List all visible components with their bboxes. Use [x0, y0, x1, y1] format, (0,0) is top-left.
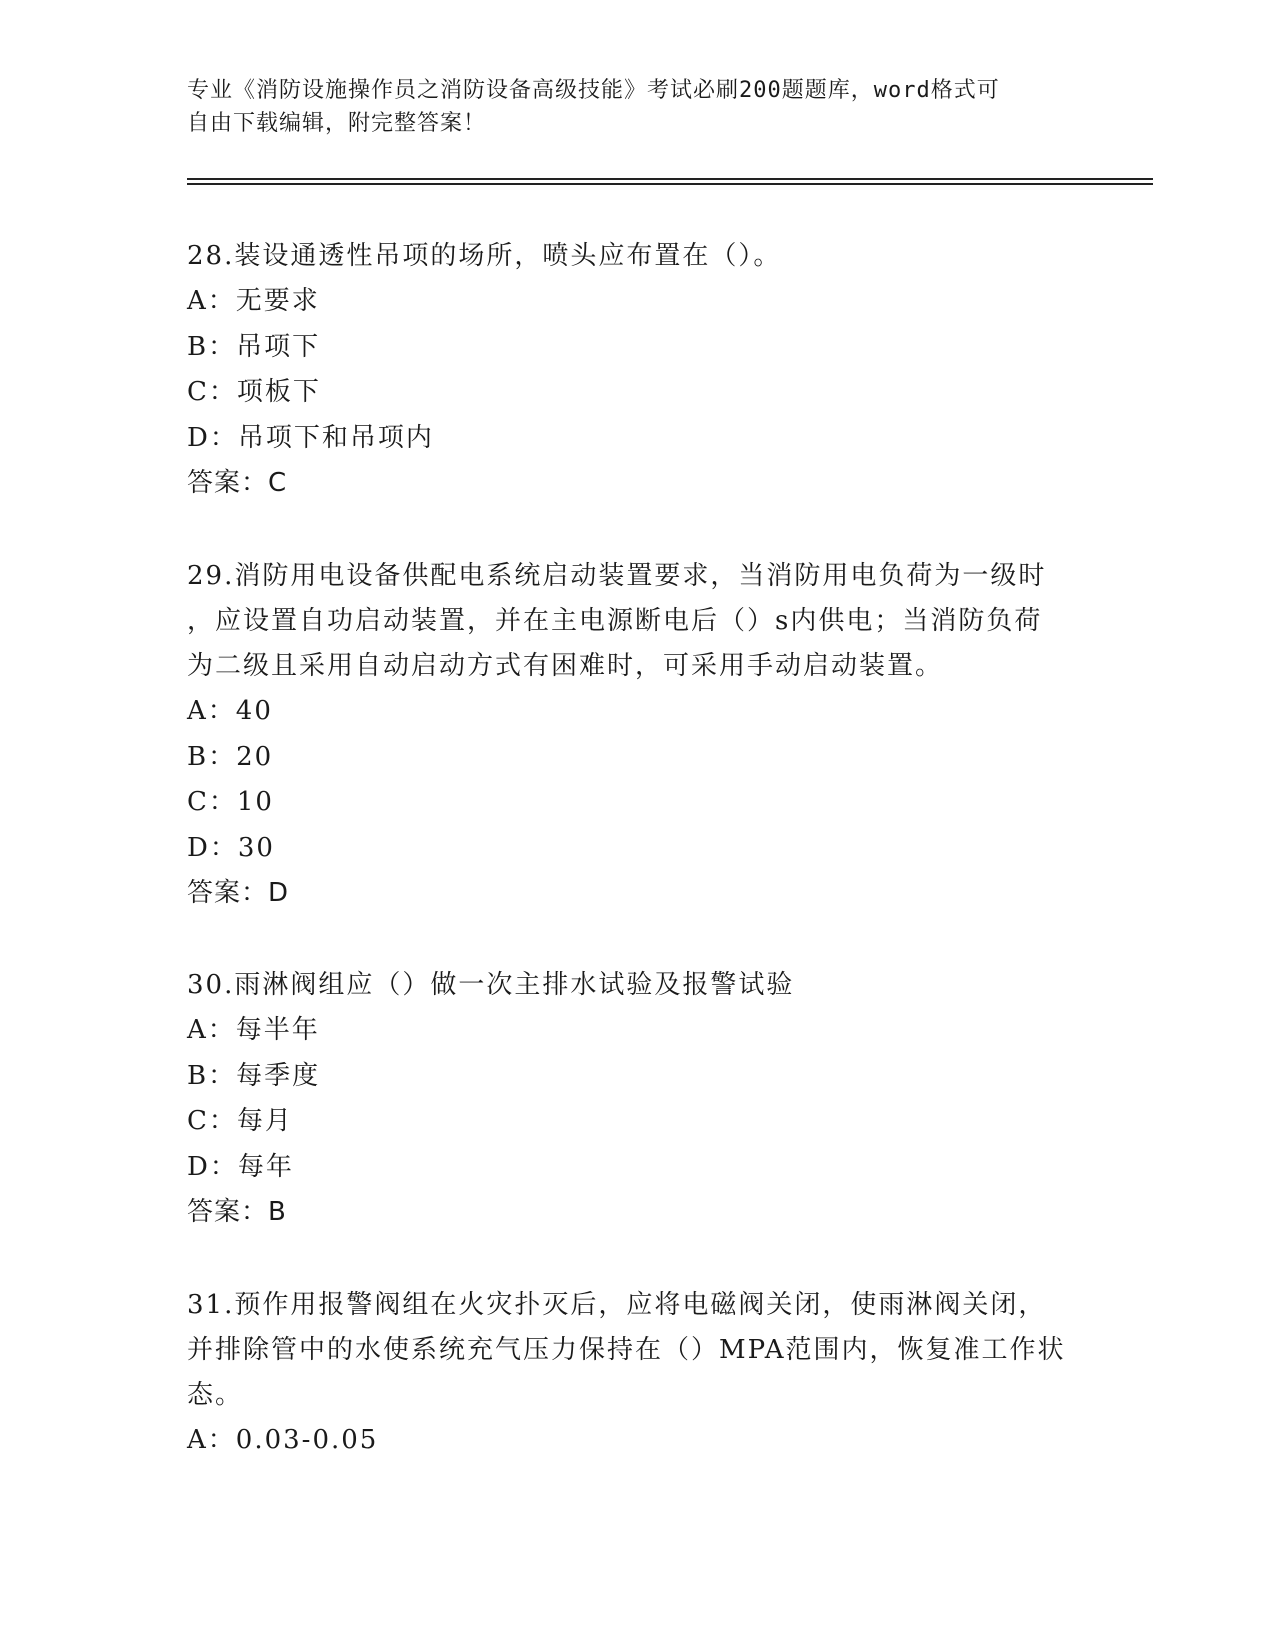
question-stem-line: 并排除管中的水使系统充气压力保持在（）MPA范围内，恢复准工作状 — [187, 1335, 1066, 1365]
answer-line: 答案：B — [187, 1197, 287, 1227]
question-stem-line: 29.消防用电设备供配电系统启动装置要求，当消防用电负荷为一级时 — [187, 561, 1047, 591]
option-a: A：0.03-0.05 — [187, 1425, 379, 1455]
option-c: C：每月 — [187, 1106, 293, 1136]
header-divider-top — [187, 178, 1153, 180]
header-line-1: 专业《消防设施操作员之消防设备高级技能》考试必刷200题题库，word格式可 — [187, 78, 1000, 103]
question-stem-line: 态。 — [187, 1380, 244, 1410]
question-29 — [187, 554, 1087, 916]
question-31 — [187, 1283, 1087, 1464]
option-d: D：吊项下和吊项内 — [187, 422, 434, 453]
question-stem-line: ，应设置自功启动装置，并在主电源断电后（）s内供电；当消防负荷 — [187, 606, 1043, 636]
answer-line: 答案：D — [187, 878, 290, 908]
option-c: C：10 — [187, 787, 274, 817]
header-line-2: 自由下载编辑，附完整答案！ — [187, 111, 487, 136]
answer-line: 答案：C — [187, 468, 288, 498]
option-c: C：项板下 — [187, 377, 321, 407]
document-header — [187, 74, 1067, 140]
question-30 — [187, 963, 1087, 1235]
option-a: A：每半年 — [187, 1015, 320, 1045]
option-a: A：40 — [187, 696, 273, 726]
question-28 — [187, 234, 1087, 506]
header-divider-bottom — [187, 183, 1153, 185]
question-stem-line: 28.装设通透性吊项的场所，喷头应布置在（）。 — [187, 241, 782, 271]
option-a: A：无要求 — [187, 286, 320, 316]
option-b: B：每季度 — [187, 1060, 321, 1091]
option-b: B：吊项下 — [187, 331, 321, 362]
question-stem-line: 为二级且采用自动启动方式有困难时，可采用手动启动装置。 — [187, 651, 944, 681]
question-stem-line: 31.预作用报警阀组在火灾扑灭后，应将电磁阀关闭，使雨淋阀关闭， — [187, 1290, 1047, 1320]
question-stem-line: 30.雨淋阀组应（）做一次主排水试验及报警试验 — [187, 970, 795, 1000]
option-b: B：20 — [187, 741, 274, 772]
option-d: D：每年 — [187, 1151, 294, 1182]
option-d: D：30 — [187, 832, 275, 863]
